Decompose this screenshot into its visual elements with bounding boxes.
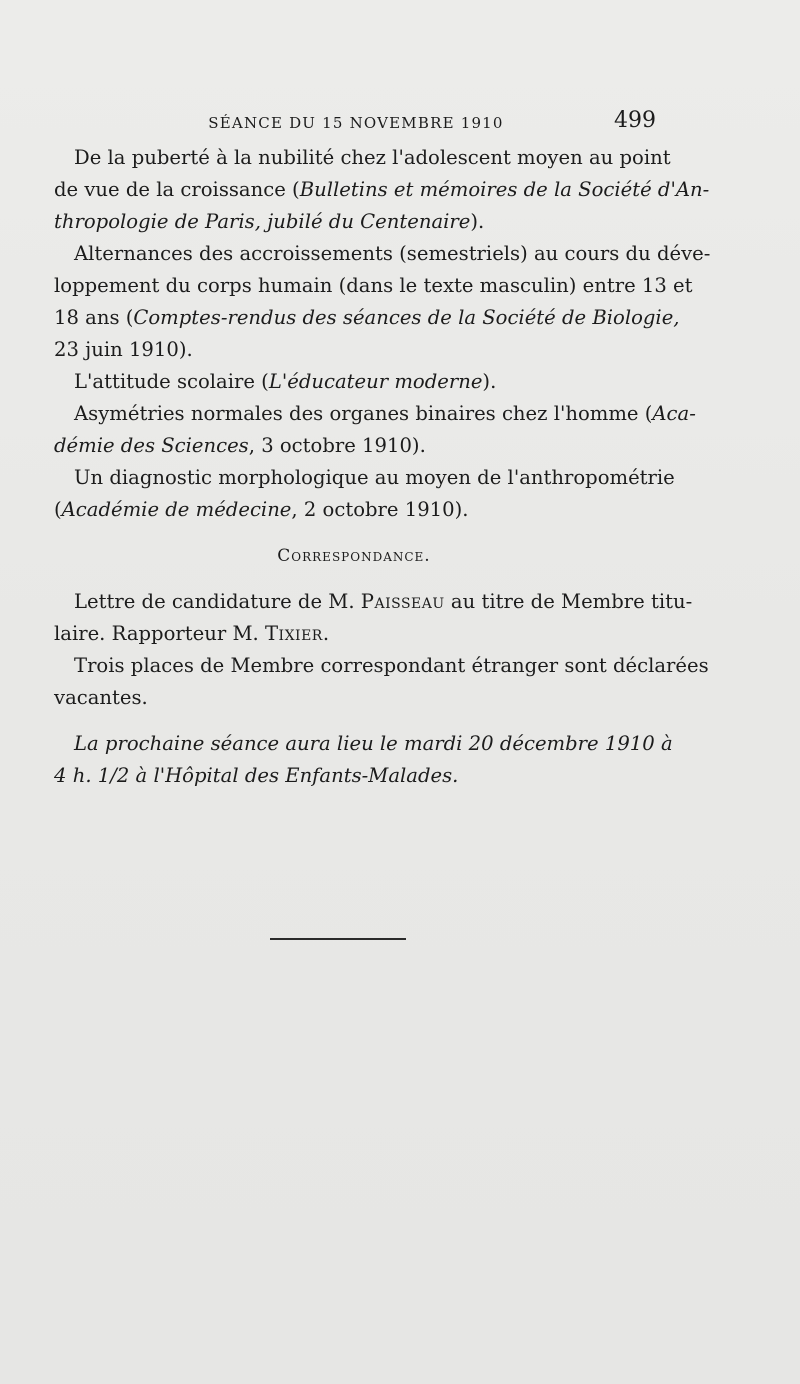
spacer [54,572,654,586]
text-span: 18 ans ( [54,306,134,329]
name-smallcaps: Tixier [264,622,323,645]
text-span: loppement du corps humain (dans le texte masculin) entre 13 et [54,274,693,297]
text-line [54,238,711,270]
text-line [54,334,654,366]
citation-italic: Bulletins et mémoires de la Société d'An- [299,178,710,201]
text-span [74,366,496,398]
text-line [54,760,654,792]
text-line [54,494,654,526]
text-span [54,206,484,238]
text-span: Asymétries normales des organes binaires chez l'homme ( [74,402,653,425]
text-line [54,398,696,430]
citation-italic: Académie de médecine [61,498,292,521]
citation-italic: Comptes-rendus des séances de la Société de Biologie, [133,306,680,329]
page-header [56,108,656,136]
text-span [54,618,329,650]
text-span [74,586,692,618]
text-span [54,494,468,526]
text-line [54,366,654,398]
text-line [54,728,673,760]
text-line [54,462,675,494]
announcement-italic: La prochaine séance aura lieu le mardi 20 décembre 1910 à [74,732,673,755]
text-span: . [322,622,330,645]
text-line [54,270,693,302]
text-span [74,398,696,430]
spacer [54,714,654,728]
text-span: laire. Rapporteur M. [54,622,265,645]
text-line [54,586,693,618]
announcement-italic: 4 h. 1/2 à l'Hôpital des Enfants-Malades. [54,764,459,787]
text-span: 23 juin 1910). [54,338,193,361]
text-span: Alternances des accroissements (semestriels) au cours du déve- [74,242,711,265]
text-line [54,430,654,462]
text-line [54,174,710,206]
text-line [54,682,654,714]
citation-italic: thropologie de Paris, jubilé du Centenaire [54,210,471,233]
page-body [54,142,711,792]
citation-italic: démie des Sciences [54,434,249,457]
text-span: De la puberté à la nubilité chez l'adolescent moyen au point [74,146,671,169]
text-line [54,302,680,334]
text-span: Trois places de Membre correspondant étranger sont déclarées [74,654,709,677]
text-line [54,142,671,174]
text-span [54,302,680,334]
text-span: L'attitude scolaire ( [74,370,269,393]
text-span: , 3 octobre 1910). [248,434,426,457]
text-line [54,650,709,682]
text-span: Un diagnostic morphologique au moyen de l'anthropométrie [74,466,675,489]
text-span: de vue de la croissance ( [54,178,300,201]
text-span: ( [54,498,62,521]
citation-italic: Aca- [652,402,696,425]
text-span [54,430,426,462]
section-heading: Correspondance. [277,546,431,566]
text-line [54,618,654,650]
text-span: au titre de Membre titu- [444,590,693,613]
page-number: 499 [614,108,656,133]
citation-italic: L'éducateur moderne [268,370,483,393]
text-span: ). [482,370,497,393]
name-smallcaps: Paisseau [360,590,445,613]
text-span: vacantes. [54,686,148,709]
spacer [54,526,654,540]
closing-rule [270,938,406,940]
text-span: Lettre de candidature de M. [74,590,361,613]
text-span: , 2 octobre 1910). [291,498,469,521]
text-span [54,174,709,206]
running-head: SÉANCE DU 15 NOVEMBRE 1910 [208,114,504,132]
text-span: ). [470,210,485,233]
text-line [54,206,654,238]
section-heading-line [54,540,654,572]
